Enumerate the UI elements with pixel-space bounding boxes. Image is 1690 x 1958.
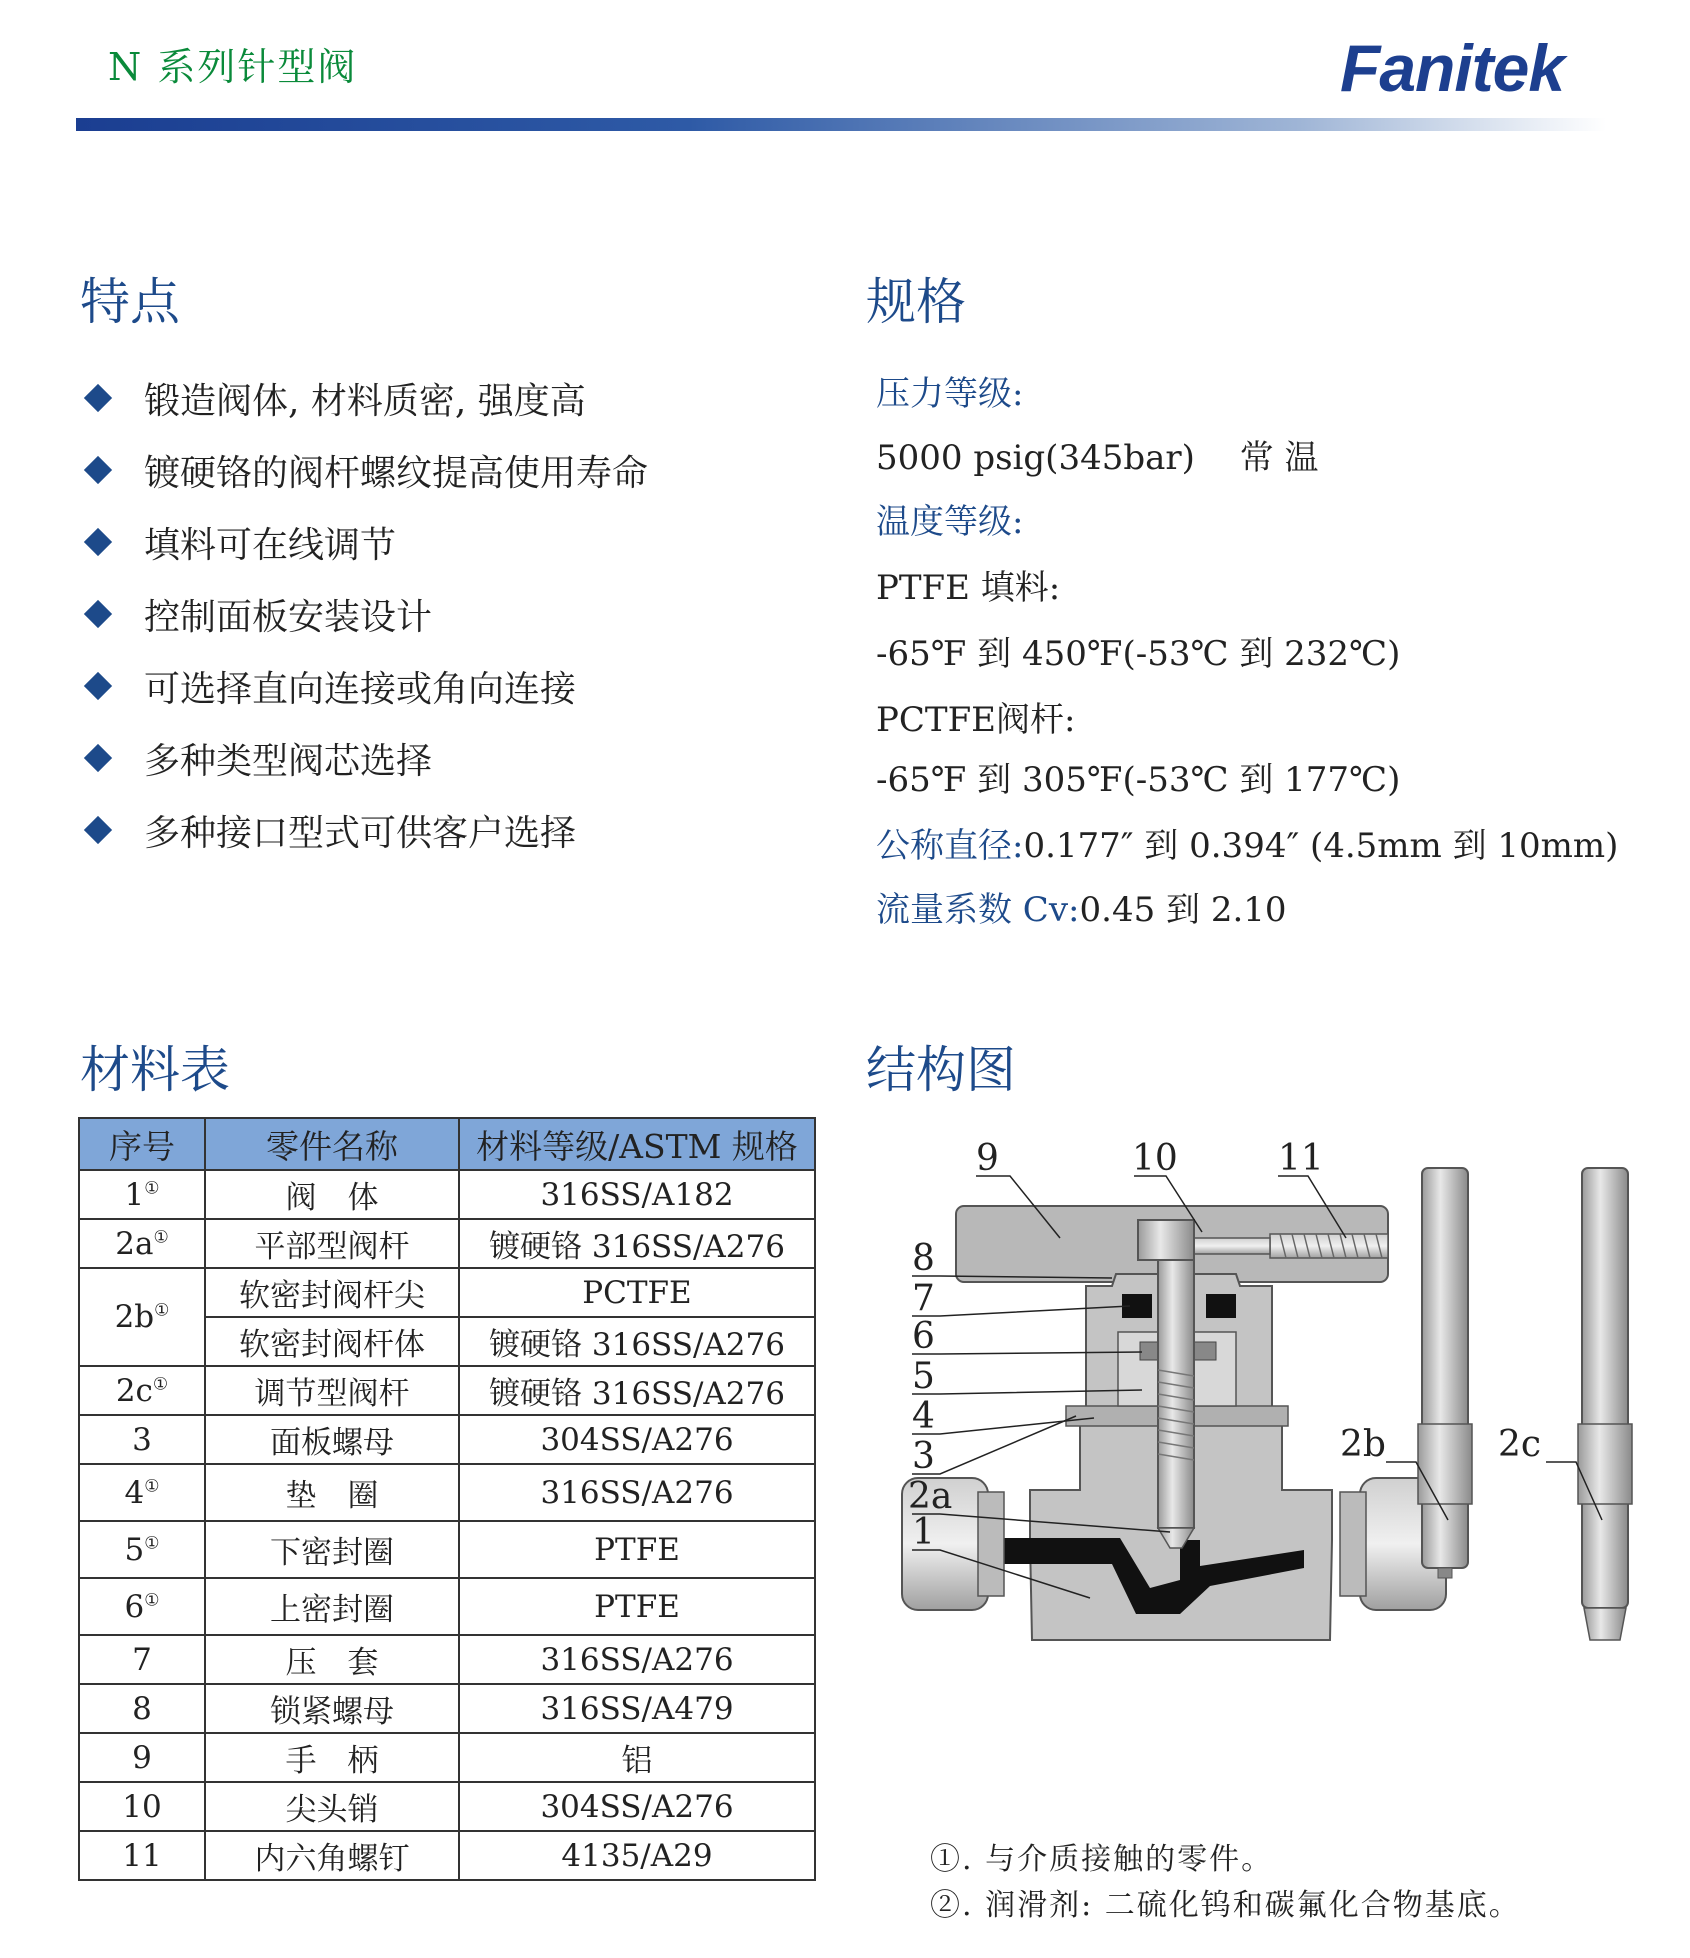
feature-item <box>84 722 648 794</box>
material-cell: 4135/A29 <box>459 1831 815 1880</box>
table-header-row <box>79 1118 815 1170</box>
feature-text: 控制面板安装设计 <box>144 596 433 638</box>
features-list <box>84 362 648 866</box>
table-row <box>79 1521 815 1578</box>
feature-text: 可选择直向连接或角向连接 <box>144 668 577 710</box>
label-3: 3 <box>912 1436 935 1477</box>
seq-cell: 2c① <box>79 1366 205 1415</box>
part-name-cell: 下密封圈 <box>205 1521 459 1578</box>
table-row <box>79 1733 815 1782</box>
material-cell: 镀硬铬 316SS/A276 <box>459 1317 815 1366</box>
part-name-cell: 尖头销 <box>205 1782 459 1831</box>
fanitek-logo: Fanitek <box>1340 31 1565 105</box>
part-name-cell: 压 套 <box>205 1635 459 1684</box>
stem-2b-tip <box>1438 1568 1452 1578</box>
label-9: 9 <box>976 1138 999 1179</box>
stem-2c-threads <box>1578 1424 1632 1504</box>
table-row <box>79 1366 815 1415</box>
feature-text: 多种类型阀芯选择 <box>144 740 433 782</box>
pctfe-label: PCTFE阀杆: <box>876 700 1076 740</box>
column-header: 序号 <box>79 1118 205 1170</box>
label-8: 8 <box>912 1238 935 1279</box>
table-row <box>79 1635 815 1684</box>
feature-text: 填料可在线调节 <box>144 524 397 566</box>
part-name-cell: 软密封阀杆体 <box>205 1317 459 1366</box>
part-name-cell: 手 柄 <box>205 1733 459 1782</box>
material-cell: PTFE <box>459 1578 815 1635</box>
seq-cell: 2b① <box>79 1268 205 1366</box>
page-header-title: N 系列针型阀 <box>108 45 358 89</box>
column-header: 零件名称 <box>205 1118 459 1170</box>
cv-value: 0.45 到 2.10 <box>1079 890 1287 930</box>
stem-top <box>1138 1220 1194 1260</box>
table-row <box>79 1219 815 1268</box>
table-row <box>79 1831 815 1880</box>
bullet-diamond-icon <box>84 384 112 412</box>
diameter-label: 公称直径: <box>876 826 1024 866</box>
seq-cell: 8 <box>79 1684 205 1733</box>
feature-item <box>84 578 648 650</box>
table-row <box>79 1415 815 1464</box>
material-cell: 镀硬铬 316SS/A276 <box>459 1366 815 1415</box>
label-2a: 2a <box>908 1476 953 1517</box>
feature-item <box>84 794 648 866</box>
part-name-cell: 垫 圈 <box>205 1464 459 1521</box>
seq-cell: 2a① <box>79 1219 205 1268</box>
label-11: 11 <box>1278 1138 1324 1179</box>
material-cell: PTFE <box>459 1521 815 1578</box>
seq-cell: 3 <box>79 1415 205 1464</box>
pctfe-range: -65℉ 到 305℉(-53℃ 到 177℃) <box>876 760 1401 800</box>
bullet-diamond-icon <box>84 456 112 484</box>
valve-stem <box>1158 1228 1194 1528</box>
material-cell: 316SS/A276 <box>459 1464 815 1521</box>
part-name-cell: 调节型阀杆 <box>205 1366 459 1415</box>
table-row <box>79 1464 815 1521</box>
material-cell: 镀硬铬 316SS/A276 <box>459 1219 815 1268</box>
bullet-diamond-icon <box>84 600 112 628</box>
table-row <box>79 1782 815 1831</box>
label-5: 5 <box>912 1356 935 1397</box>
seq-cell: 11 <box>79 1831 205 1880</box>
seq-cell: 7 <box>79 1635 205 1684</box>
materials-title: 材料表 <box>80 1041 230 1099</box>
feature-item <box>84 434 648 506</box>
part-name-cell: 上密封圈 <box>205 1578 459 1635</box>
bullet-diamond-icon <box>84 744 112 772</box>
diameter-value: 0.177″ 到 0.394″ (4.5mm 到 10mm) <box>1023 826 1619 866</box>
header-divider-bar <box>76 118 1606 131</box>
column-header: 材料等级/ASTM 规格 <box>459 1118 815 1170</box>
bullet-diamond-icon <box>84 816 112 844</box>
seq-cell: 6① <box>79 1578 205 1635</box>
material-cell: 316SS/A182 <box>459 1170 815 1219</box>
note-contact-parts: ①. 与介质接触的零件。 <box>930 1842 1274 1877</box>
part-name-cell: 平部型阀杆 <box>205 1219 459 1268</box>
pressure-label: 压力等级: <box>876 374 1024 414</box>
material-cell: PCTFE <box>459 1268 815 1317</box>
label-1: 1 <box>912 1512 935 1553</box>
ptfe-label: PTFE 填料: <box>876 568 1061 608</box>
right-end-connection <box>1340 1492 1366 1596</box>
temperature-label: 温度等级: <box>876 502 1024 542</box>
bullet-diamond-icon <box>84 528 112 556</box>
stem-2c-tip <box>1584 1608 1626 1640</box>
material-cell: 铝 <box>459 1733 815 1782</box>
note-lubricant: ②. 润滑剂: 二硫化钨和碳氟化合物基底。 <box>930 1888 1521 1923</box>
stem-2c <box>1582 1168 1628 1608</box>
structure-title: 结构图 <box>866 1041 1016 1099</box>
bullet-diamond-icon <box>84 672 112 700</box>
seq-cell: 4① <box>79 1464 205 1521</box>
part-name-cell: 锁紧螺母 <box>205 1684 459 1733</box>
part-name-cell: 软密封阀杆尖 <box>205 1268 459 1317</box>
left-end-connection <box>978 1492 1004 1596</box>
part-name-cell: 阀 体 <box>205 1170 459 1219</box>
material-cell: 316SS/A276 <box>459 1635 815 1684</box>
pressure-value: 5000 psig(345bar) 常 温 <box>876 438 1319 478</box>
part-name-cell: 面板螺母 <box>205 1415 459 1464</box>
label-4: 4 <box>912 1396 935 1437</box>
seq-cell: 9 <box>79 1733 205 1782</box>
table-row <box>79 1684 815 1733</box>
seq-cell: 5① <box>79 1521 205 1578</box>
ptfe-range: -65℉ 到 450℉(-53℃ 到 232℃) <box>876 634 1401 674</box>
table-row <box>79 1170 815 1219</box>
features-title: 特点 <box>80 273 180 331</box>
table-row <box>79 1578 815 1635</box>
stem-2b-threads <box>1418 1424 1472 1504</box>
label-7: 7 <box>912 1278 935 1319</box>
label-2c: 2c <box>1498 1424 1542 1465</box>
material-table <box>78 1117 816 1881</box>
seq-cell: 1① <box>79 1170 205 1219</box>
feature-item <box>84 362 648 434</box>
material-cell: 304SS/A276 <box>459 1782 815 1831</box>
table-row <box>79 1268 815 1317</box>
feature-item <box>84 506 648 578</box>
cv-label: 流量系数 Cv: <box>876 890 1080 930</box>
label-2b: 2b <box>1340 1424 1386 1465</box>
upper-seal <box>1206 1294 1236 1318</box>
specs-title: 规格 <box>866 273 966 331</box>
feature-text: 镀硬铬的阀杆螺纹提高使用寿命 <box>144 452 649 494</box>
feature-text: 锻造阀体, 材料质密, 强度高 <box>144 380 586 422</box>
label-10: 10 <box>1132 1138 1178 1179</box>
label-6: 6 <box>912 1316 935 1357</box>
valve-structure-diagram <box>880 1120 1640 1820</box>
feature-text: 多种接口型式可供客户选择 <box>144 812 577 854</box>
seq-cell: 10 <box>79 1782 205 1831</box>
part-name-cell: 内六角螺钉 <box>205 1831 459 1880</box>
cv-row <box>876 882 1287 931</box>
material-cell: 316SS/A479 <box>459 1684 815 1733</box>
material-cell: 304SS/A276 <box>459 1415 815 1464</box>
diameter-row <box>876 818 1618 867</box>
stem-2b <box>1422 1168 1468 1568</box>
feature-item <box>84 650 648 722</box>
